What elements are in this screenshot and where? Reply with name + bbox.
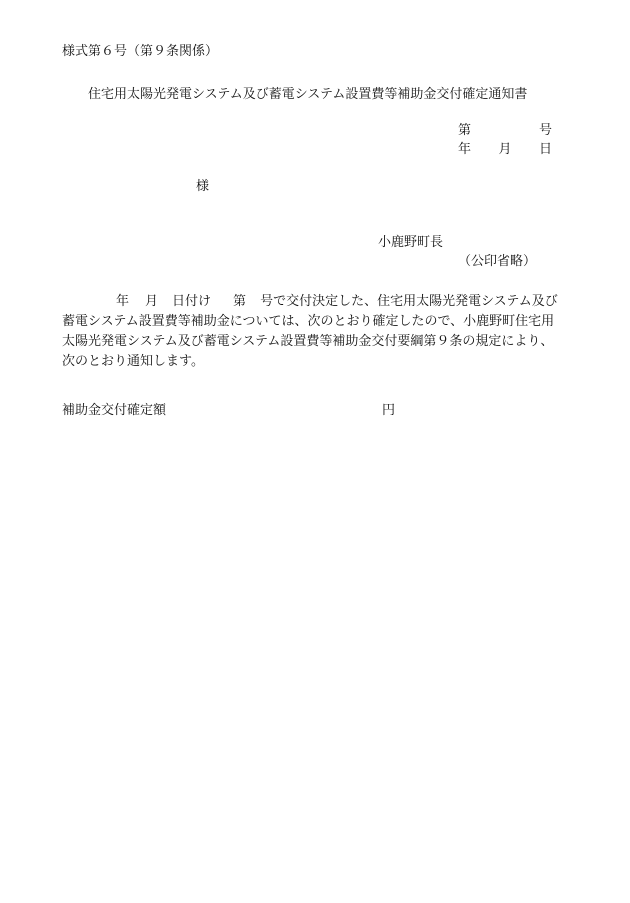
recipient-honorific: 様 — [196, 179, 210, 194]
document-date-day: 日 — [538, 142, 552, 157]
body-month: 月 — [145, 294, 159, 309]
notice-body-line-2: 蓄電システム設置費等補助金については、次のとおり確定したので、小鹿野町住宅用 — [62, 314, 555, 329]
form-label: 様式第６号（第９条関係） — [62, 44, 219, 59]
document-title: 住宅用太陽光発電システム及び蓄電システム設置費等補助金交付確定通知書 — [88, 87, 528, 102]
body-number-prefix: 第 — [233, 294, 247, 309]
amount-label: 補助金交付確定額 — [62, 403, 167, 418]
amount-unit: 円 — [382, 403, 396, 418]
notice-body — [62, 292, 568, 372]
document-number — [458, 124, 552, 137]
document-number-prefix: 第 — [458, 123, 472, 138]
body-line-1-rest: 号で交付決定した、住宅用太陽光発電システム及び — [260, 294, 558, 309]
document-date-month: 月 — [498, 142, 512, 157]
issuer-name: 小鹿野町長 — [378, 235, 444, 250]
document-date-year: 年 — [458, 142, 472, 157]
notice-body-line-4: 次のとおり通知します。 — [62, 354, 204, 369]
seal-omitted-note: （公印省略） — [458, 254, 537, 269]
notice-body-line-3: 太陽光発電システム及び蓄電システム設置費等補助金交付要綱第９条の規定により、 — [62, 334, 554, 349]
document-date — [458, 143, 552, 156]
body-year: 年 — [116, 294, 130, 309]
document-number-suffix: 号 — [538, 123, 552, 138]
notice-body-line-1 — [62, 292, 568, 312]
body-dated: 日付け — [172, 294, 212, 309]
